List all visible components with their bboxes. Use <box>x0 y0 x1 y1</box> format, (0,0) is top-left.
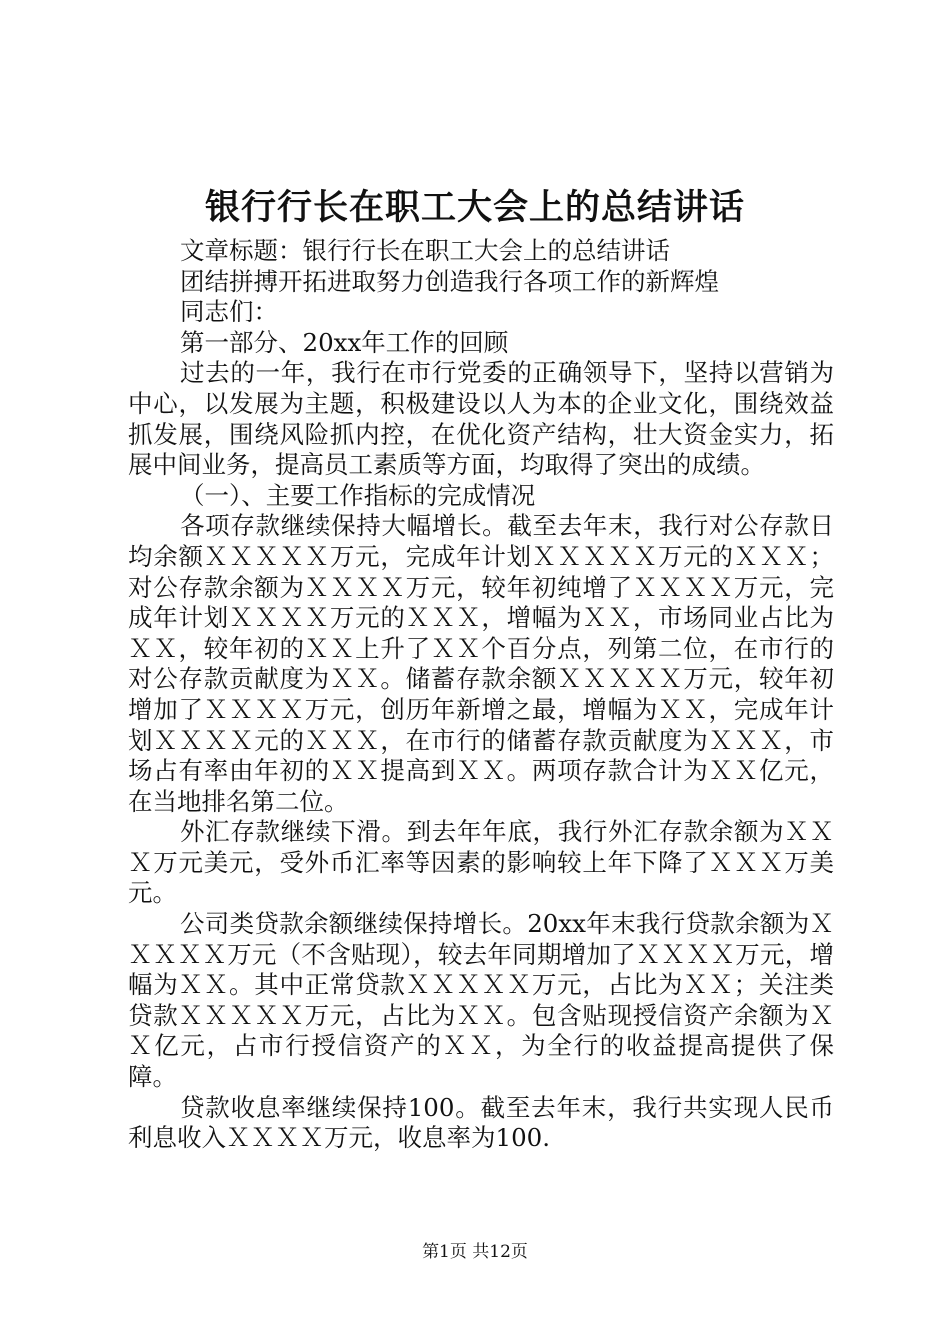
section-heading: 第一部分、20xx年工作的回顾 <box>180 327 509 357</box>
paragraph: 公司类贷款余额继续保持增长。20xx年末我行贷款余额为ＸＸＸＸＸ万元（不含贴现），较去年同期增加了ＸＸＸＸ万元，增幅为ＸＸ。其中正常贷款ＸＸＸＸＸ万元，占比为ＸＸ；关注类贷款ＸＸＸＸＸ万元，占比为ＸＸ。包含贴现授信资产余额为ＸＸ亿元，占市行授信资产的ＸＸ，为全行的收益提高提供了保障。 <box>128 909 834 1092</box>
paragraph: 外汇存款继续下滑。到去年年底，我行外汇存款余额为ＸＸＸ万元美元，受外币汇率等因素的影响较上年下降了ＸＸＸ万美元。 <box>128 817 834 908</box>
document-title: 银行行长在职工大会上的总结讲话 <box>204 187 745 228</box>
subtitle-line: 团结拼搏开拓进取努力创造我行各项工作的新辉煌 <box>180 266 719 296</box>
paragraph: 过去的一年，我行在市行党委的正确领导下，坚持以营销为中心，以发展为主题，积极建设以人为本的企业文化，围绕效益抓发展，围绕风险抓内控，在优化资产结构，壮大资金实力，拓展中间业务，提高员工素质等方面，均取得了突出的成绩。 <box>128 358 834 480</box>
subsection-heading: （一）、主要工作指标的完成情况 <box>180 480 536 510</box>
article-title-line: 文章标题：银行行长在职工大会上的总结讲话 <box>180 236 670 265</box>
paragraph: 贷款收息率继续保持100。截至去年末，我行共实现人民币利息收入ＸＸＸＸ万元，收息率为100. <box>128 1092 834 1153</box>
document-body <box>128 236 834 1154</box>
salutation: 同志们： <box>180 297 278 327</box>
page-footer: 第1页 共12页 <box>422 1242 528 1262</box>
paragraph: 各项存款继续保持大幅增长。截至去年末，我行对公存款日均余额ＸＸＸＸＸ万元，完成年计划ＸＸＸＸＸ万元的ＸＸＸ；对公存款余额为ＸＸＸＸ万元，较年初纯增了ＸＸＸＸ万元，完成年计划ＸＸＸＸ万元的ＸＸＸ，增幅为ＸＸ，市场同业占比为ＸＸ，较年初的ＸＸ上升了ＸＸ个百分点，列第二位，在市行的对公存款贡献度为ＸＸ。储蓄存款余额ＸＸＸＸＸ万元，较年初增加了ＸＸＸＸ万元，创历年新增之最，增幅为ＸＸ，完成年计划ＸＸＸＸ元的ＸＸＸ，在市行的储蓄存款贡献度为ＸＸＸ，市场占有率由年初的ＸＸ提高到ＸＸ。两项存款合计为ＸＸ亿元，在当地排名第二位。 <box>128 511 834 816</box>
